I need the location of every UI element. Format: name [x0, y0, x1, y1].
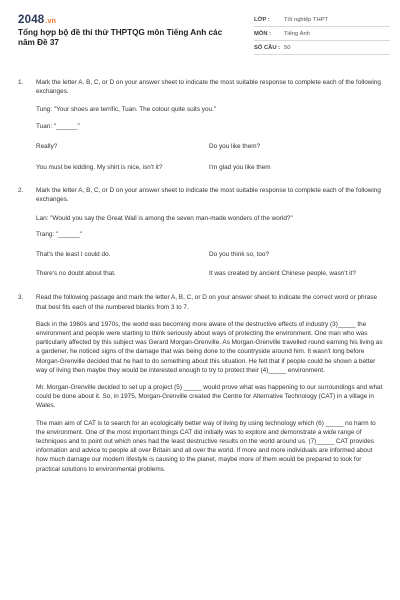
option-b[interactable]: Do you like them?	[209, 142, 261, 150]
option-a[interactable]: Really?	[36, 142, 58, 150]
meta-row-subject	[254, 27, 390, 41]
option-d[interactable]: I'm glad you like them	[209, 164, 271, 172]
logo-text: 2048	[18, 14, 45, 26]
question-number: 1.	[18, 79, 24, 86]
option-b[interactable]: Do you think so, too?	[209, 251, 270, 259]
site-logo[interactable]	[18, 14, 56, 26]
question-prompt: Mark the letter A, B, C, or D on your answer sheet to indicate the most suitable response to complete each of the following exchanges.	[36, 79, 381, 96]
meta-label: SỐ CÂU :	[254, 44, 281, 51]
question-3	[18, 293, 384, 473]
meta-row-count	[254, 41, 390, 55]
option-a[interactable]: That's the least I could do.	[36, 251, 111, 259]
meta-label: MÔN :	[254, 30, 272, 37]
question-number: 3.	[18, 294, 24, 302]
passage-paragraph: Mr. Morgan-Grenville decided to set up a project (5) _____ would prove what was happening to our surroundings and what could be done about it. So, in 1975, Morgan-Grenville created the Centre for Alternative Technology (CAT) in a village in Wales.	[36, 384, 383, 410]
answer-options	[36, 142, 384, 172]
document-title: Tổng hợp bộ đề thi thử THPTQG môn Tiếng Anh các năm Đề 37	[18, 28, 223, 47]
option-d[interactable]: It was created by ancient Chinese people, wasn't it?	[209, 270, 356, 278]
meta-label: LỚP :	[254, 16, 270, 23]
answer-line: Trang: "______"	[36, 230, 82, 238]
dialog-line: Tung: "Your shoes are terrific, Tuan. The colour quite suits you."	[36, 106, 217, 114]
logo-suffix: .vn	[45, 18, 57, 25]
question-2	[18, 186, 384, 278]
option-c[interactable]: You must be kidding. My shirt is nice, isn't it?	[36, 164, 163, 172]
meta-value: Tiếng Anh	[284, 30, 310, 37]
option-c[interactable]: There's no doubt about that.	[36, 270, 116, 278]
question-1	[18, 78, 384, 172]
passage-paragraph: The main aim of CAT is to search for an ecologically better way of living by using technology which (6) _____ no harm to the environment. One of the most important things CAT did initially was to explore and demonstrate a wide range of techniques and to point out which ones had the least destructive results on the world around us. (7)_____ CAT provides information and advice to people all over Britain and all over the world. If more and more individuals are informed about how much damage our modern lifestyle is causing to the planet, maybe more of them would be prepared to look for practical solutions to environmental problems.	[36, 419, 376, 473]
answer-options	[36, 250, 384, 278]
question-list	[18, 78, 384, 474]
meta-row-class	[254, 13, 390, 27]
meta-value: Tốt nghiệp THPT	[284, 16, 329, 23]
passage-paragraph: Back in the 1960s and 1970s, the world was becoming more aware of the destructive effects of industry (3)_____ the environment and people were starting to think seriously about ways of protecting the environment. One man who was particularly affected by this subject was Gerard Morgan-Grenville. As Morgan-Grenville travelled round earning his living as a gardener, he noticed signs of the damage that was being done to the countryside around him. It wasn't long before Morgan-Grenville decided that he had to do something about this situation. He felt that if people could be shown a better way of living then maybe they would be interested enough to try to protect their (4)_____ environment.	[36, 320, 383, 374]
page-header	[0, 0, 400, 62]
question-prompt: Read the following passage and mark the letter A, B, C, or D on your answer sheet to indicate the correct word or phrase that best fits each of the numbered blanks from 3 to 7.	[36, 294, 378, 311]
document-meta	[254, 13, 390, 55]
answer-line: Tuan: "______"	[36, 122, 80, 130]
question-prompt: Mark the letter A, B, C, or D on your answer sheet to indicate the most suitable response to complete each of the following exchanges.	[36, 187, 381, 204]
dialog-line: Lan: "Would you say the Great Wall is among the seven man-made wonders of the world?"	[36, 214, 293, 222]
meta-value: 50	[284, 44, 291, 51]
question-number: 2.	[18, 187, 24, 195]
